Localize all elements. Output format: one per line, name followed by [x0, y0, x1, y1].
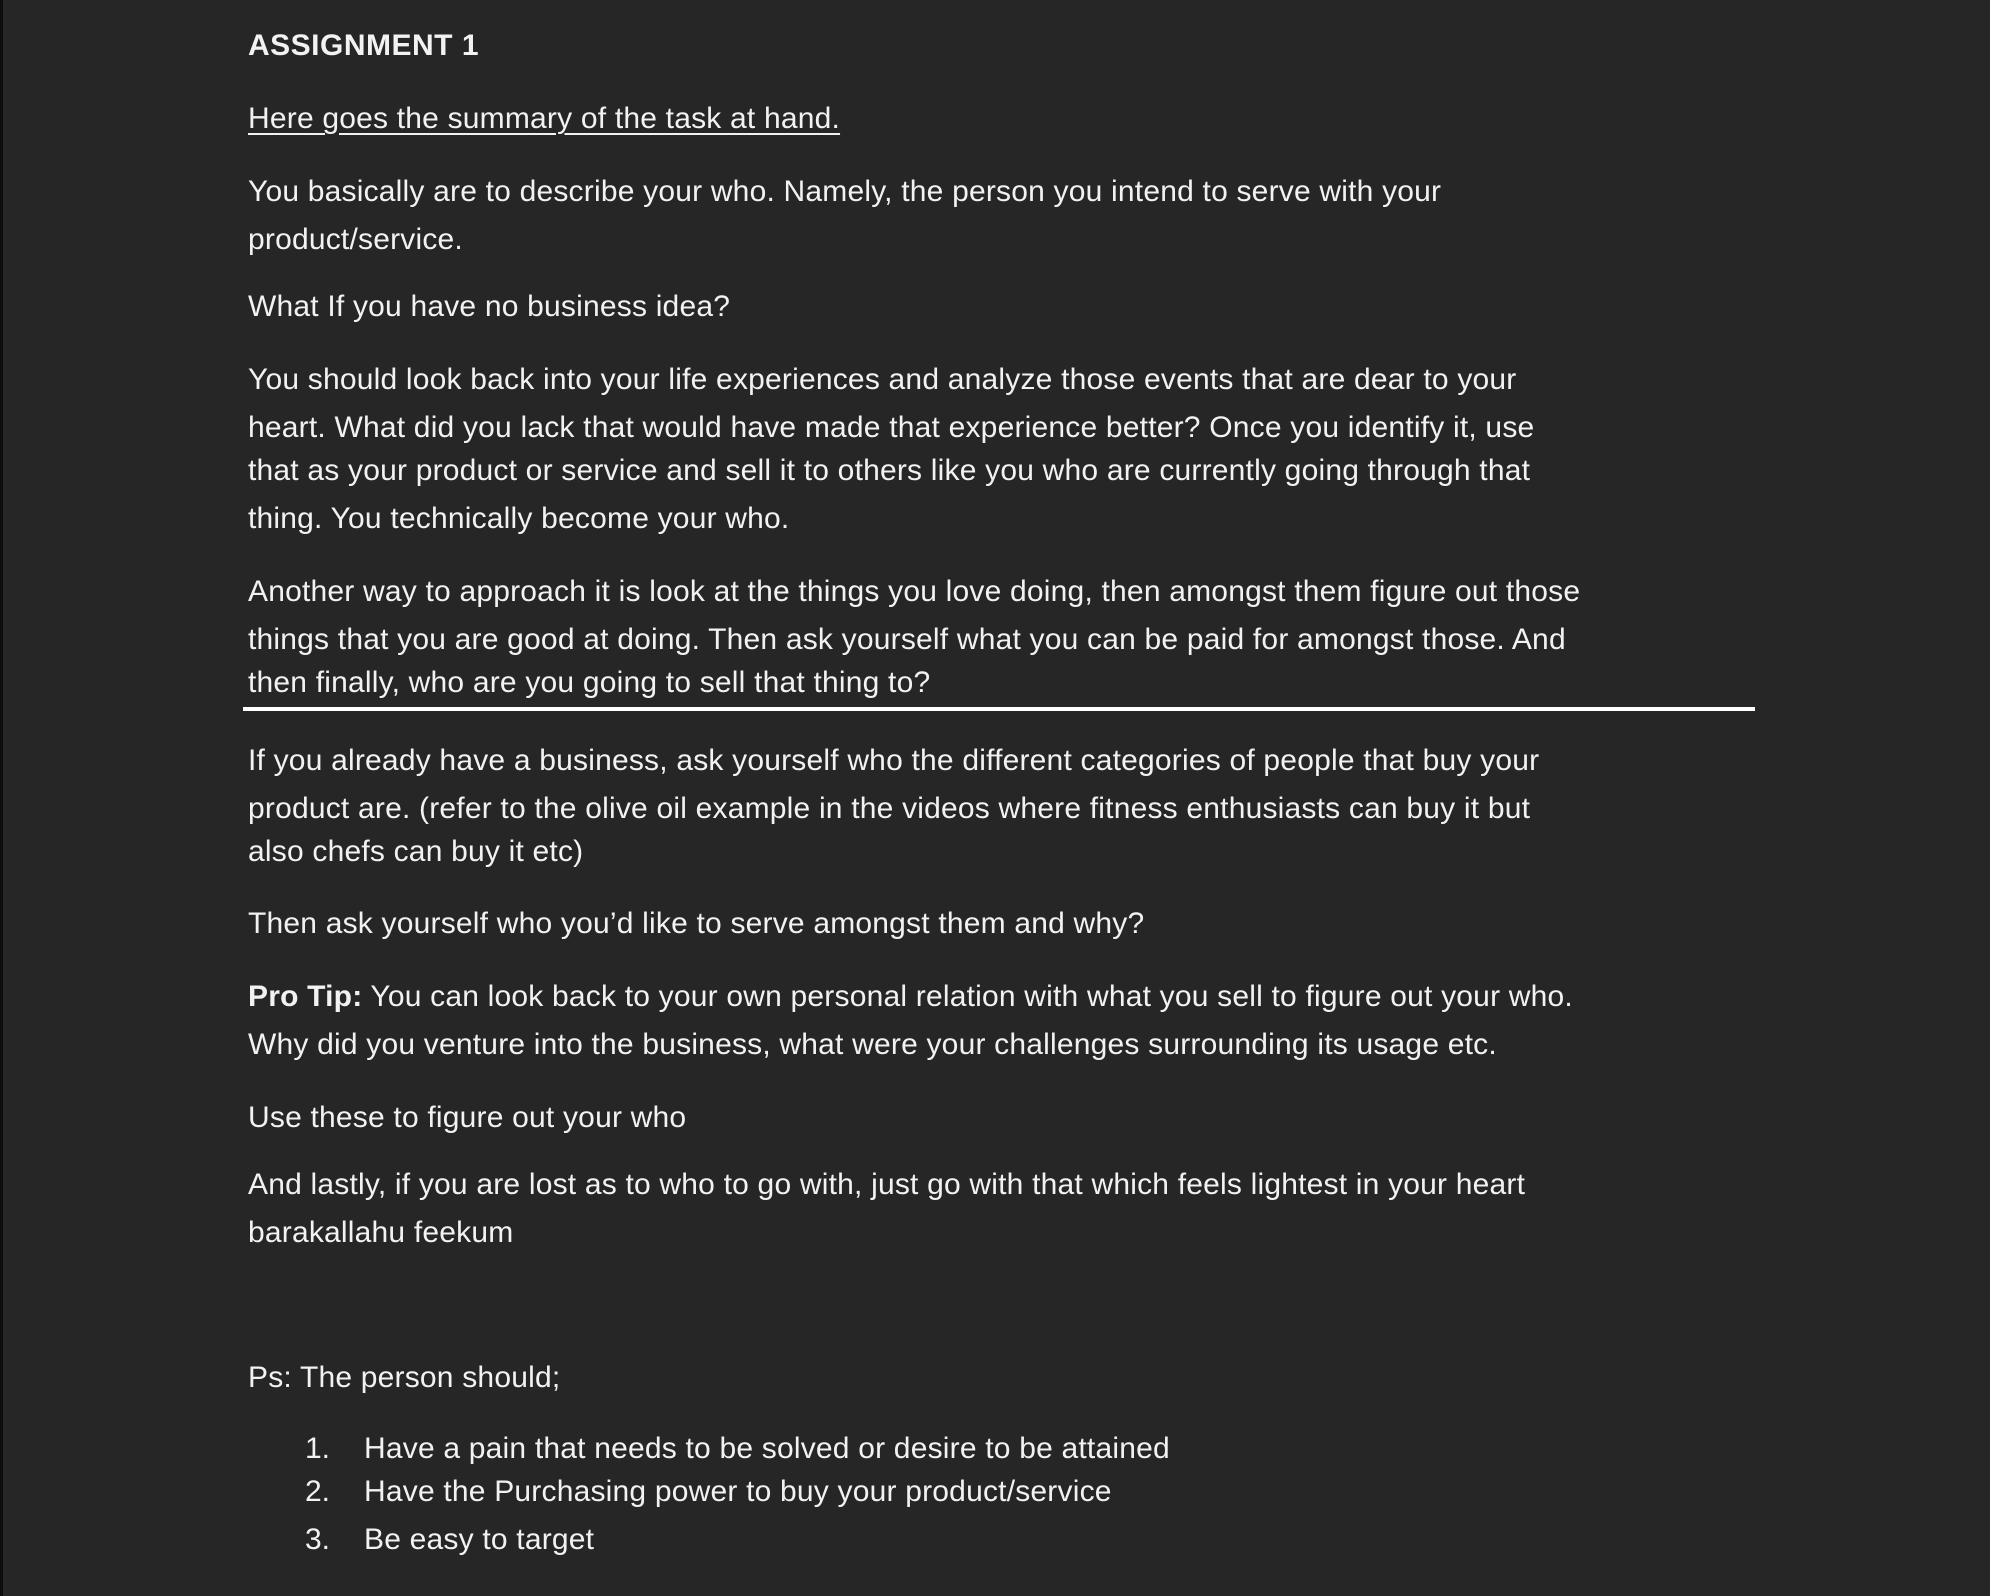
another-way-line-2: things that you are good at doing. Then ask yourself what you can be paid for amongst those. And [248, 623, 1566, 656]
list-item: Be easy to target [364, 1523, 595, 1556]
already-business-line-3: also chefs can buy it etc) [248, 835, 584, 868]
question-paragraph: What If you have no business idea? [248, 290, 731, 323]
use-these-paragraph: Use these to figure out your who [248, 1101, 687, 1134]
ps-heading: Ps: The person should; [248, 1361, 561, 1394]
already-business-line-1: If you already have a business, ask yourself who the different categories of people that buy your [248, 744, 1540, 777]
list-number: 1. [305, 1432, 331, 1465]
list-number: 2. [305, 1475, 331, 1508]
list-item: Have a pain that needs to be solved or desire to be attained [364, 1432, 1170, 1465]
pro-tip-label: Pro Tip: [248, 980, 363, 1013]
intro-line-2: product/service. [248, 223, 463, 256]
look-back-line-3: that as your product or service and sell it to others like you who are currently going through that [248, 454, 1531, 487]
document-title: ASSIGNMENT 1 [248, 29, 480, 62]
then-ask-paragraph: Then ask yourself who you’d like to serve amongst them and why? [248, 907, 1145, 940]
summary-heading: Here goes the summary of the task at hand. [248, 102, 841, 135]
look-back-line-4: thing. You technically become your who. [248, 502, 790, 535]
intro-line-1: You basically are to describe your who. Namely, the person you intend to serve with your [248, 175, 1442, 208]
list-number: 3. [305, 1523, 331, 1556]
lastly-line-1: And lastly, if you are lost as to who to go with, just go with that which feels lightest in your heart [248, 1168, 1526, 1201]
pro-tip-text: You can look back to your own personal relation with what you sell to figure out your who. [362, 980, 1573, 1013]
lastly-line-2: barakallahu feekum [248, 1216, 514, 1249]
list-item: Have the Purchasing power to buy your product/service [364, 1475, 1112, 1508]
look-back-line-1: You should look back into your life experiences and analyze those events that are dear to your [248, 363, 1517, 396]
another-way-line-1: Another way to approach it is look at the things you love doing, then amongst them figure out those [248, 575, 1581, 608]
another-way-line-3: then finally, who are you going to sell that thing to? [248, 666, 931, 699]
look-back-line-2: heart. What did you lack that would have made that experience better? Once you identify it, use [248, 411, 1535, 444]
already-business-line-2: product are. (refer to the olive oil example in the videos where fitness enthusiasts can buy it but [248, 792, 1531, 825]
horizontal-rule [243, 707, 1755, 711]
pro-tip-line-1 [248, 979, 1573, 1015]
pro-tip-line-2: Why did you venture into the business, what were your challenges surrounding its usage etc. [248, 1028, 1497, 1061]
window-left-edge [0, 0, 3, 1596]
